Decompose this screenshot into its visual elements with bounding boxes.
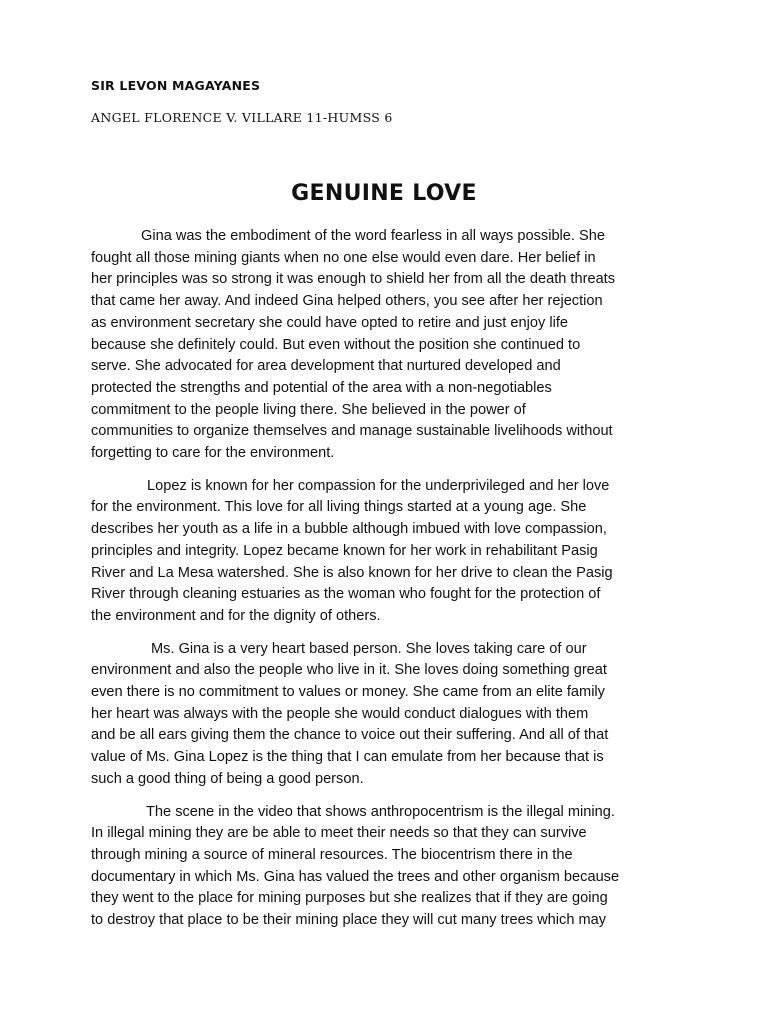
paragraph-3	[91, 639, 681, 791]
text-line: River through cleaning estuaries as the woman who fought for the protection of	[91, 586, 601, 603]
text-line: River and La Mesa watershed. She is also known for her drive to clean the Pasig	[91, 564, 613, 581]
text-line: to destroy that place to be their mining place they will cut many trees which may	[91, 912, 607, 929]
paragraph-4	[91, 802, 681, 932]
text-line: because she definitely could. But even without the position she continued to	[91, 336, 581, 353]
text-line: commitment to the people living there. She believed in the power of	[91, 401, 526, 418]
text-line: The scene in the video that shows anthropocentrism is the illegal mining.	[146, 803, 615, 820]
text-line: for the environment. This love for all living things started at a young age. She	[91, 499, 587, 516]
text-line: her principles was so strong it was enough to shield her from all the death threats	[91, 271, 616, 288]
text-line: that came her away. And indeed Gina helped others, you see after her rejection	[91, 293, 603, 310]
text-line: as environment secretary she could have opted to retire and just enjoy life	[91, 314, 568, 331]
text-line: they went to the place for mining purposes but she realizes that if they are going	[91, 890, 608, 907]
text-line: environment and also the people who live in it. She loves doing something great	[91, 662, 607, 679]
essay-title: GENUINE LOVE	[291, 181, 477, 206]
teacher-name: SIR LEVON MAGAYANES	[91, 78, 261, 93]
paragraph-1	[91, 226, 681, 465]
text-line: value of Ms. Gina Lopez is the thing that I can emulate from her because that is	[91, 749, 604, 766]
text-line: such a good thing of being a good person.	[91, 770, 364, 787]
text-line: describes her youth as a life in a bubble although imbued with love compassion,	[91, 521, 607, 538]
text-line: serve. She advocated for area development that nurtured developed and	[91, 358, 561, 375]
text-line: Gina was the embodiment of the word fearless in all ways possible. She	[141, 228, 605, 244]
text-line: documentary in which Ms. Gina has valued the trees and other organism because	[91, 868, 620, 885]
text-line: principles and integrity. Lopez became known for her work in rehabilitant Pasig	[91, 542, 598, 559]
essay-body	[91, 226, 681, 943]
text-line: Lopez is known for her compassion for the underprivileged and her love	[147, 477, 610, 494]
text-line: protected the strengths and potential of the area with a non-negotiables	[91, 379, 552, 396]
text-line: even there is no commitment to values or money. She came from an elite family	[91, 684, 605, 701]
text-line: through mining a source of mineral resources. The biocentrism there in the	[91, 846, 573, 863]
text-line: the environment and for the dignity of others.	[91, 607, 381, 624]
student-name: ANGEL FLORENCE V. VILLARE 11-HUMSS 6	[91, 110, 393, 125]
text-line: communities to organize themselves and manage sustainable livelihoods without	[91, 423, 613, 440]
text-line: Ms. Gina is a very heart based person. She loves taking care of our	[151, 640, 587, 657]
text-line: In illegal mining they are be able to meet their needs so that they can survive	[91, 825, 587, 842]
text-line: her heart was always with the people she would conduct dialogues with them	[91, 705, 589, 722]
text-line: fought all those mining giants when no one else would even dare. Her belief in	[91, 249, 596, 266]
text-line: and be all ears giving them the chance to voice out their suffering. And all of that	[91, 727, 609, 744]
text-line: forgetting to care for the environment.	[91, 445, 335, 462]
paragraph-2	[91, 476, 681, 628]
